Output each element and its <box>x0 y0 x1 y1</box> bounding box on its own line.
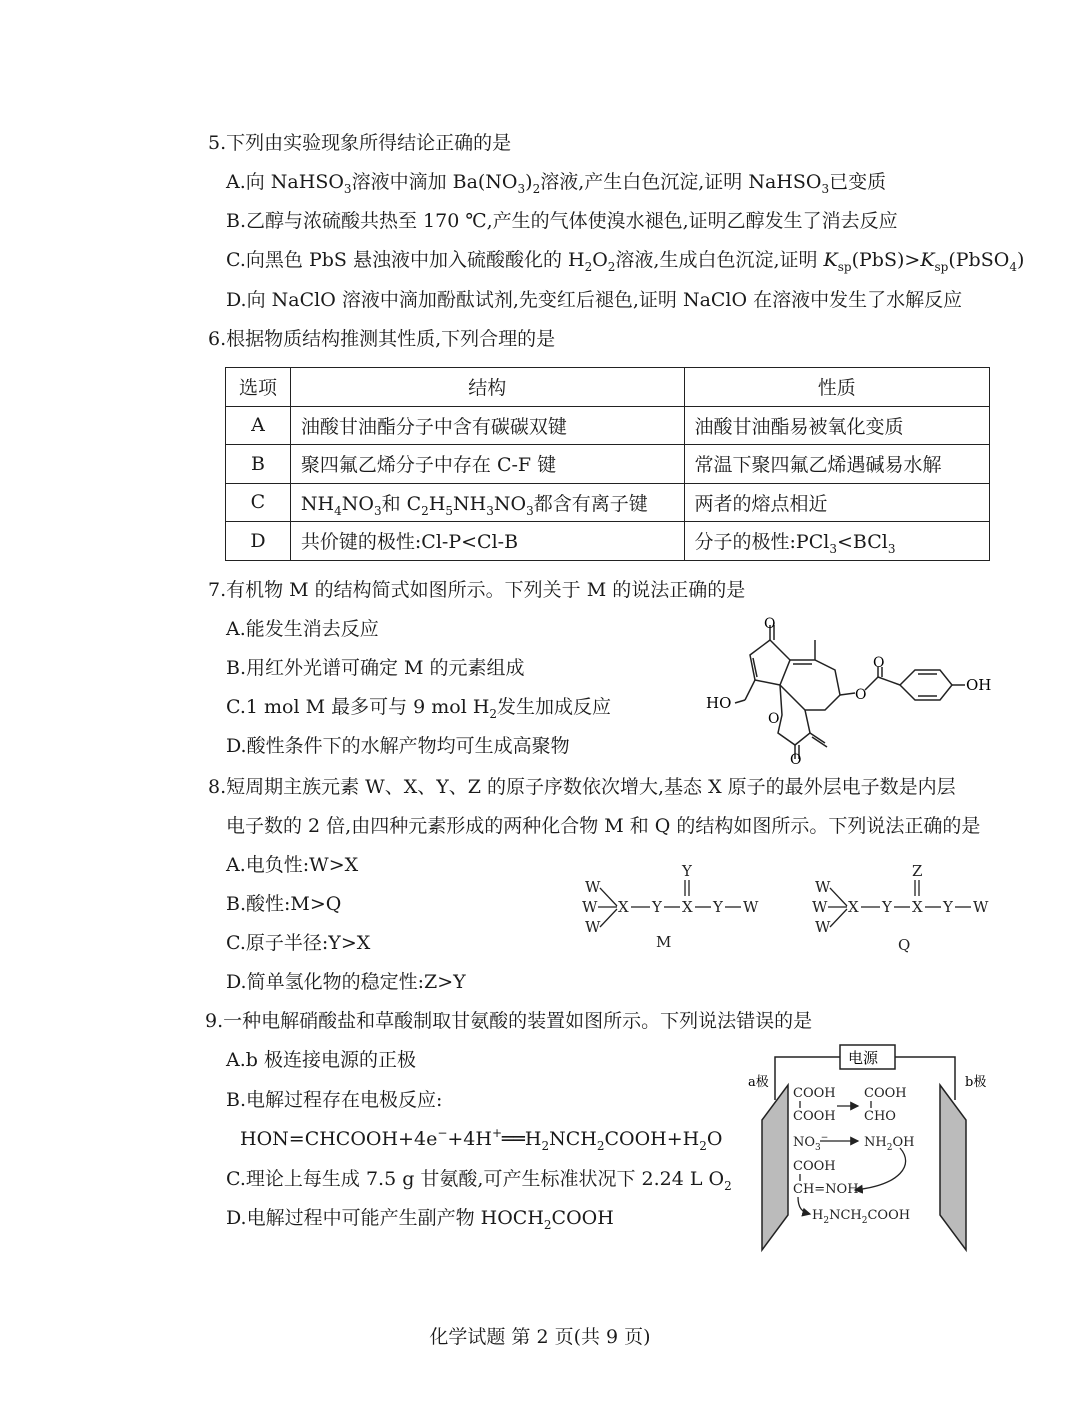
q6-table <box>225 367 990 561</box>
q9-option-a: A.b 极连接电源的正极 <box>226 1049 416 1071</box>
electrode-a <box>762 1085 788 1250</box>
oxime-ch-noh: CH=NOH <box>793 1182 859 1197</box>
q-w4: W <box>973 898 989 916</box>
m-y-top: Y <box>682 862 692 880</box>
row-property: 分子的极性:PCl$_3$<BCl$_3$ <box>684 522 989 561</box>
q7-fig-oh: OH <box>966 676 992 694</box>
q8-option-c: C.原子半径:Y>X <box>226 932 371 954</box>
q-z-top: Z <box>912 862 923 880</box>
label-q: Q <box>898 936 911 954</box>
q8-stem-line2: 电子数的 2 倍,由四种元素形成的两种化合物 M 和 Q 的结构如图所示。下列说法正确的是 <box>226 815 981 837</box>
m-w3: W <box>585 918 601 936</box>
q5-stem: 5.下列由实验现象所得结论正确的是 <box>208 132 512 154</box>
q7-fig-ester-carbonyl-o: O <box>873 655 885 671</box>
q9-electrolysis-diagram <box>740 1040 1000 1255</box>
table-row <box>226 522 990 561</box>
header-property: 性质 <box>684 368 989 407</box>
q-x2: X <box>912 898 923 916</box>
q-w1: W <box>815 878 831 896</box>
row-property: 常温下聚四氟乙烯遇碱易水解 <box>684 445 989 484</box>
q9-option-c: C.理论上每生成 7.5 g 甘氨酸,可产生标准状况下 2.24 L $O_2$ <box>226 1168 732 1193</box>
q8-option-a: A.电负性:W>X <box>226 854 359 876</box>
table-row <box>226 483 990 522</box>
m-w1: W <box>585 878 601 896</box>
oxime-cooh: COOH <box>793 1159 836 1174</box>
q5-option-a: A.向 NaHSO$_3$溶液中滴加 $Ba(NO_3)_2$溶液,产生白色沉淀,证明 NaHSO$_3$已变质 <box>226 171 887 196</box>
q7-structure-diagram <box>700 615 1000 765</box>
q9-option-d: D.电解过程中可能产生副产物 $HOCH_2COOH$ <box>226 1207 614 1232</box>
q7-fig-ho: HO <box>706 694 732 712</box>
q-y2: Y <box>943 898 953 916</box>
q8-option-d: D.简单氢化物的稳定性:Z>Y <box>226 971 466 993</box>
electrode-b <box>940 1085 966 1250</box>
row-option: A <box>226 406 291 445</box>
page-footer: 化学试题 第 2 页(共 9 页) <box>429 1326 651 1348</box>
m-w4: W <box>743 898 759 916</box>
q-y1: Y <box>882 898 892 916</box>
m-y2: Y <box>713 898 723 916</box>
row-structure: $NH_4NO_3$和 $C_2H_5NH_3NO_3$都含有离子键 <box>290 483 684 522</box>
q8-option-b: B.酸性:M>Q <box>226 893 342 915</box>
row-structure: 油酸甘油酯分子中含有碳碳双键 <box>290 406 684 445</box>
q7-option-c: C.1 mol M 最多可与 9 mol $H_2$发生加成反应 <box>226 696 612 721</box>
row-option: D <box>226 522 291 561</box>
m-y1: Y <box>652 898 662 916</box>
nitrate-label: $NO_3^-$ <box>793 1133 829 1153</box>
m-w2: W <box>582 898 598 916</box>
oxalic-cooh2: COOH <box>793 1109 836 1124</box>
row-property: 油酸甘油酯易被氧化变质 <box>684 406 989 445</box>
q5-option-c: C.向黑色 PbS 悬浊液中加入硫酸酸化的 $H_2O_2$溶液,生成白色沉淀,证明 $K_{sp}(PbS)>K_{sp}(PbSO_4)$ <box>226 249 1025 274</box>
glycine-label: $H_2NCH_2COOH$ <box>812 1208 911 1226</box>
q9-option-b: B.电解过程存在电极反应: <box>226 1089 443 1111</box>
q9-stem: 9.一种电解硝酸盐和草酸制取甘氨酸的装置如图所示。下列说法错误的是 <box>205 1010 813 1032</box>
table-row <box>226 445 990 484</box>
q5-option-b: B.乙醇与浓硫酸共热至 170 ℃,产生的气体使溴水褪色,证明乙醇发生了消去反应 <box>226 210 898 232</box>
q-x1: X <box>848 898 859 916</box>
row-structure: 共价键的极性:Cl-P<Cl-B <box>290 522 684 561</box>
q8-structure-diagram <box>570 860 1000 960</box>
glyoxylic-cho: CHO <box>864 1109 896 1124</box>
hydroxylamine-label: $NH_2OH$ <box>864 1135 915 1153</box>
glyoxylic-cooh: COOH <box>864 1086 907 1101</box>
q5-option-d: D.向 NaClO 溶液中滴加酚酞试剂,先变红后褪色,证明 NaClO 在溶液中发生了水解反应 <box>226 289 963 311</box>
table-header-row <box>226 368 990 407</box>
q7-stem: 7.有机物 M 的结构简式如图所示。下列关于 M 的说法正确的是 <box>208 579 746 601</box>
row-option: B <box>226 445 291 484</box>
table-row <box>226 406 990 445</box>
q6-stem: 6.根据物质结构推测其性质,下列合理的是 <box>208 328 556 350</box>
q9-equation: $HON=CHCOOH+4e^-+4H^+══H_2NCH_2COOH+H_2O$ <box>240 1126 723 1153</box>
q-w2: W <box>812 898 828 916</box>
row-property: 两者的熔点相近 <box>684 483 989 522</box>
header-structure: 结构 <box>290 368 684 407</box>
b-pole-label: b极 <box>965 1075 987 1090</box>
q7-fig-ring-o: O <box>768 711 780 727</box>
q8-stem-line1: 8.短周期主族元素 W、X、Y、Z 的原子序数依次增大,基态 X 原子的最外层电子数是内层 <box>208 776 956 798</box>
row-option: C <box>226 483 291 522</box>
m-x2: X <box>682 898 693 916</box>
a-pole-label: a极 <box>748 1075 769 1090</box>
q7-fig-ester-o: O <box>855 687 867 703</box>
oxalic-cooh1: COOH <box>793 1086 836 1101</box>
power-label: 电源 <box>848 1049 879 1067</box>
m-x1: X <box>618 898 629 916</box>
label-m: M <box>656 933 672 951</box>
header-option: 选项 <box>226 368 291 407</box>
q7-option-d: D.酸性条件下的水解产物均可生成高聚物 <box>226 735 570 757</box>
q7-option-a: A.能发生消去反应 <box>226 618 379 640</box>
q7-fig-lactone-o: O <box>790 752 802 765</box>
q7-fig-carbonyl-o: O <box>764 616 776 632</box>
q-w3: W <box>815 918 831 936</box>
row-structure: 聚四氟乙烯分子中存在 C-F 键 <box>290 445 684 484</box>
q7-option-b: B.用红外光谱可确定 M 的元素组成 <box>226 657 525 679</box>
